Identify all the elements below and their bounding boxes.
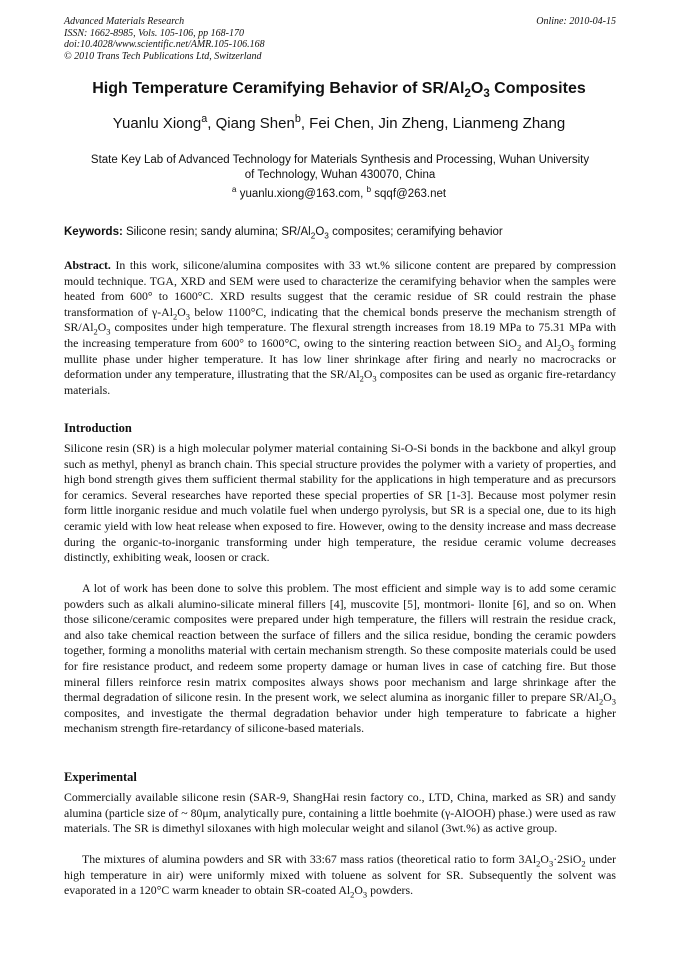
author-name: Lianmeng Zhang (452, 115, 566, 132)
exp-sub: 3 (362, 889, 368, 900)
exp-text: powders. (367, 883, 414, 898)
abstract-sub: 2 (359, 373, 364, 384)
journal-header (64, 16, 616, 62)
intro-sub: 2 (598, 696, 604, 707)
abstract-sub: 3 (185, 311, 190, 322)
intro-text: A lot of work has been done to solve this problem. The most efficient and simple way is to add some ceramic powders such as alkali alumino-silicate mineral fillers [4], muscovite [5], montmori- llonite [6], and so on. When those silicone/ceramic composites were prepared under high temperature, the fillers will restrain the residue crack, and also take chemical reaction between the surface of fillers and the silica residue, bonding the ceramic powders together, forming a monoliths material with certain mechanism strength. So these composite materials could be used for fire resistance product, and redeem some property damage or human lives in case of catching fire. But those mineral fillers reinforce resin matrix composites always shows poor mechanism and large shrinkage after the thermal degradation of silicone resin. In the present work, we select alumina as inorganic filler to prepare SR/Al (64, 581, 616, 705)
abstract-sub: 2 (557, 342, 562, 353)
keywords-label: Keywords: (64, 226, 123, 238)
doi-line[interactable]: doi:10.4028/www.scientific.net/AMR.105-106.168 (64, 39, 265, 50)
affiliation-line-2: of Technology, Wuhan 430070, China (244, 169, 436, 181)
title-text-2: O (470, 80, 484, 97)
title-sub-3: 3 (483, 88, 490, 101)
abstract-sub: 2 (172, 311, 178, 322)
intro-text: O (603, 690, 612, 705)
abstract-text: composites can be used as organic fire-retardancy materials. (64, 367, 616, 397)
title-text-1: High Temperature Ceramifying Behavior of SR/Al (92, 80, 465, 97)
exp-text: under high temperature in air) were uniformly mixed with toluene as solvent for SR. Subsequently the solvent was evaporated in a 120°C warm kneader to obtain SR-coated Al (64, 852, 617, 898)
experimental-heading: Experimental (64, 770, 137, 784)
abstract-sub: 3 (569, 342, 575, 353)
author-name: Jin Zheng (378, 115, 445, 132)
abstract (64, 258, 616, 398)
author-sup: b (294, 113, 301, 125)
exp-sub: 2 (350, 889, 355, 900)
abstract-text: and Al (521, 335, 558, 350)
exp-text: O (354, 883, 363, 898)
author-list: Yuanlu Xiong$^a$, Qiang Shen$^b$, Fei Chen, Jin Zheng, Lianmeng Zhang (112, 113, 566, 132)
keywords-text: Silicone resin; sandy alumina; SR/Al (122, 226, 311, 238)
abstract-text: O (97, 320, 107, 335)
abstract-sub: 2 (93, 326, 98, 337)
exp-sub: 3 (548, 858, 554, 869)
title-text-3: Composites (489, 80, 586, 97)
author-name: Yuanlu Xiong (112, 115, 202, 132)
intro-text: composites, and investigate the thermal degradation behavior under high temperature to fabricate a higher mechanism strength fire-retardancy of silicone-based materials. (64, 705, 616, 736)
copyright-line: © 2010 Trans Tech Publications Ltd, Switzerland (64, 50, 262, 62)
abstract-text: composites under high temperature. The flexural strength increases from 18.19 MPa to 75.31 MPa with the increasing temperature from 600° to 1600°C, owing to the sintering reaction between SiO (64, 320, 616, 350)
affiliation (62, 153, 618, 183)
abstract-sub: 3 (372, 373, 377, 384)
abstract-text: O (363, 367, 373, 382)
exp-text: ·2SiO (553, 852, 582, 866)
title-sub-2: 2 (464, 88, 471, 101)
online-date: Online: 2010-04-15 (536, 16, 616, 27)
intro-sub: 3 (611, 696, 616, 707)
abstract-label: Abstract. (64, 258, 111, 272)
email-a[interactable]: yuanlu.xiong@163.com, (236, 188, 367, 200)
experimental-paragraph-1: Commercially available silicone resin (SAR-9, ShangHai resin factory co., LTD, China, marked as SR) and sandy alumina (particle size of ~ 80μm, analytically pure, containing a little boehmite (γ-AlOOH) phase.) were used as raw materials. The SR is dimethyl siloxanes with high molecular weight and silanol (3wt.%) as active group. (64, 790, 616, 836)
keywords-sub: 2 (310, 231, 316, 241)
author-emails (40, 185, 638, 200)
introduction-paragraph-1: Silicone resin (SR) is a high molecular polymer material containing Si-O-Si bonds in the backbone and alkyl group such as methyl, phenyl as branch chain. This special structure provides the polymer with a variety of properties, and high bond strength gives them sufficient thermal stability for the applications in high temperature and as precursors for ceramics. Several researches have reported these special properties of SR [1-3]. Because most polymer resin form little inorganic residue and much volatile fuel when undergo pyrolysis, but SR is a special one, due to its high ceramic yield with low heat release when exposed to fire. However, owing to the density increase and mass decrease during the organic-to-inorganic transforming under high temperature, the residue ceramic volume decreases distinctly, exhibiting weak, loosen or crack. (64, 441, 616, 565)
abstract-sub: 2 (516, 342, 522, 353)
issn-line: ISSN: 1662-8985, Vols. 105-106, pp 168-170 (64, 27, 244, 39)
author-sup: a (201, 113, 208, 125)
exp-sub: 2 (536, 858, 541, 869)
experimental-paragraph-2 (64, 852, 616, 899)
keywords-sub: 3 (324, 231, 329, 241)
exp-text: The mixtures of alumina powders and SR with 33:67 mass ratios (theoretical ratio to form 3Al (82, 852, 537, 866)
introduction-paragraph-2 (64, 581, 616, 737)
exp-text: O (540, 852, 549, 866)
keywords-text: O (315, 226, 325, 238)
author-name: Qiang Shen (215, 115, 295, 132)
author-name: Fei Chen (309, 115, 371, 132)
affiliation-line-1: State Key Lab of Advanced Technology for Materials Synthesis and Processing, Wuhan University (90, 154, 590, 166)
email-a-sup: a (231, 185, 237, 195)
introduction-heading: Introduction (64, 421, 132, 435)
email-b[interactable]: sqqf@263.net (371, 188, 447, 200)
abstract-text: O (177, 304, 186, 319)
keywords (64, 226, 616, 241)
abstract-text: below 1100°C, indicating that the chemical bonds preserve the mechanism strength of SR/Al (64, 304, 616, 335)
abstract-text: O (561, 335, 570, 350)
paper-title (40, 80, 638, 101)
email-b-sup: b (366, 185, 372, 195)
journal-name: Advanced Materials Research (64, 16, 185, 27)
abstract-sub: 3 (106, 326, 111, 337)
exp-sub: 2 (581, 858, 586, 869)
keywords-text: composites; ceramifying behavior (328, 226, 503, 238)
abstract-text: In this work, silicone/alumina composites with 33 wt.% silicone content are prepared by compression mould technique. TGA, XRD and SEM were used to characterize the ceramifying behavior when the samples were heated from 600° to 1600°C. XRD results suggest that the ceramic residue of SR could restrain the phase transformation of γ-Al (64, 258, 616, 319)
abstract-text: forming mullite phase under higher temperature. It has low liner shrinkage after firing and nearly no macrocracks or deformation under any temperature, illustrating that the SR/Al (64, 335, 616, 382)
